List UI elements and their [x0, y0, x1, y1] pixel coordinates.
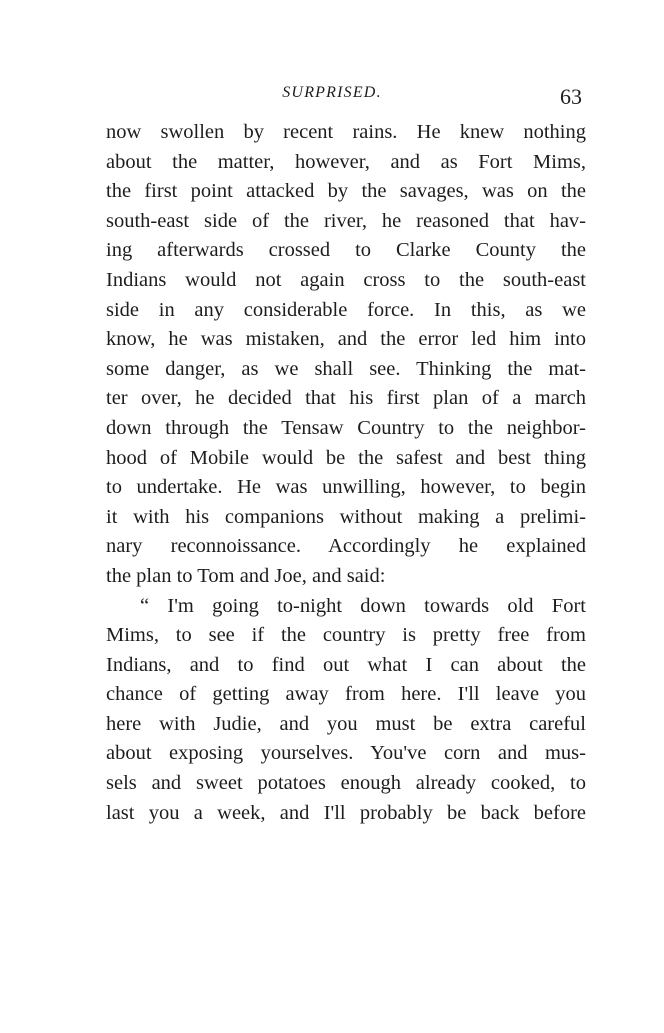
text-line: now swollen by recent rains. He knew nothing: [106, 121, 586, 143]
paragraph-start-line: “ I'm going to-night down towards old Fort: [140, 594, 586, 617]
text-line: about exposing yourselves. You've corn and mus-: [106, 742, 586, 765]
body-text: [106, 118, 586, 828]
text-line: about the matter, however, and as Fort Mims,: [106, 150, 586, 173]
text-line: south-east side of the river, he reasoned that hav-: [106, 209, 586, 232]
text-line: side in any considerable force. In this, as we: [106, 298, 586, 321]
text-line: hood of Mobile would be the safest and best thing: [106, 446, 586, 469]
text-line: Indians, and to find out what I can about the: [106, 653, 586, 676]
text-line: some danger, as we shall see. Thinking the mat-: [106, 357, 586, 380]
text-line: ing afterwards crossed to Clarke County the: [106, 239, 586, 262]
text-line: to undertake. He was unwilling, however, to begin: [106, 476, 586, 499]
text-line: Mims, to see if the country is pretty free from: [106, 624, 586, 647]
text-line: nary reconnoissance. Accordingly he explained: [106, 535, 586, 558]
text-line: ter over, he decided that his first plan of a march: [106, 387, 586, 410]
text-line: Indians would not again cross to the south-east: [106, 268, 586, 291]
text-line: know, he was mistaken, and the error led him into: [106, 328, 586, 351]
text-line: here with Judie, and you must be extra careful: [106, 712, 586, 735]
text-line: last you a week, and I'll probably be back before: [106, 801, 586, 824]
running-title: SURPRISED.: [282, 84, 382, 101]
text-line: sels and sweet potatoes enough already cooked, to: [106, 772, 586, 795]
text-line: it with his companions without making a prelimi-: [106, 505, 586, 528]
text-line: down through the Tensaw Country to the neighbor-: [106, 416, 586, 439]
paragraph-end-line: the plan to Tom and Joe, and said:: [106, 564, 386, 587]
text-line: the first point attacked by the savages, was on the: [106, 180, 586, 203]
text-line: chance of getting away from here. I'll leave you: [106, 683, 586, 706]
page-number: 63: [560, 84, 582, 109]
